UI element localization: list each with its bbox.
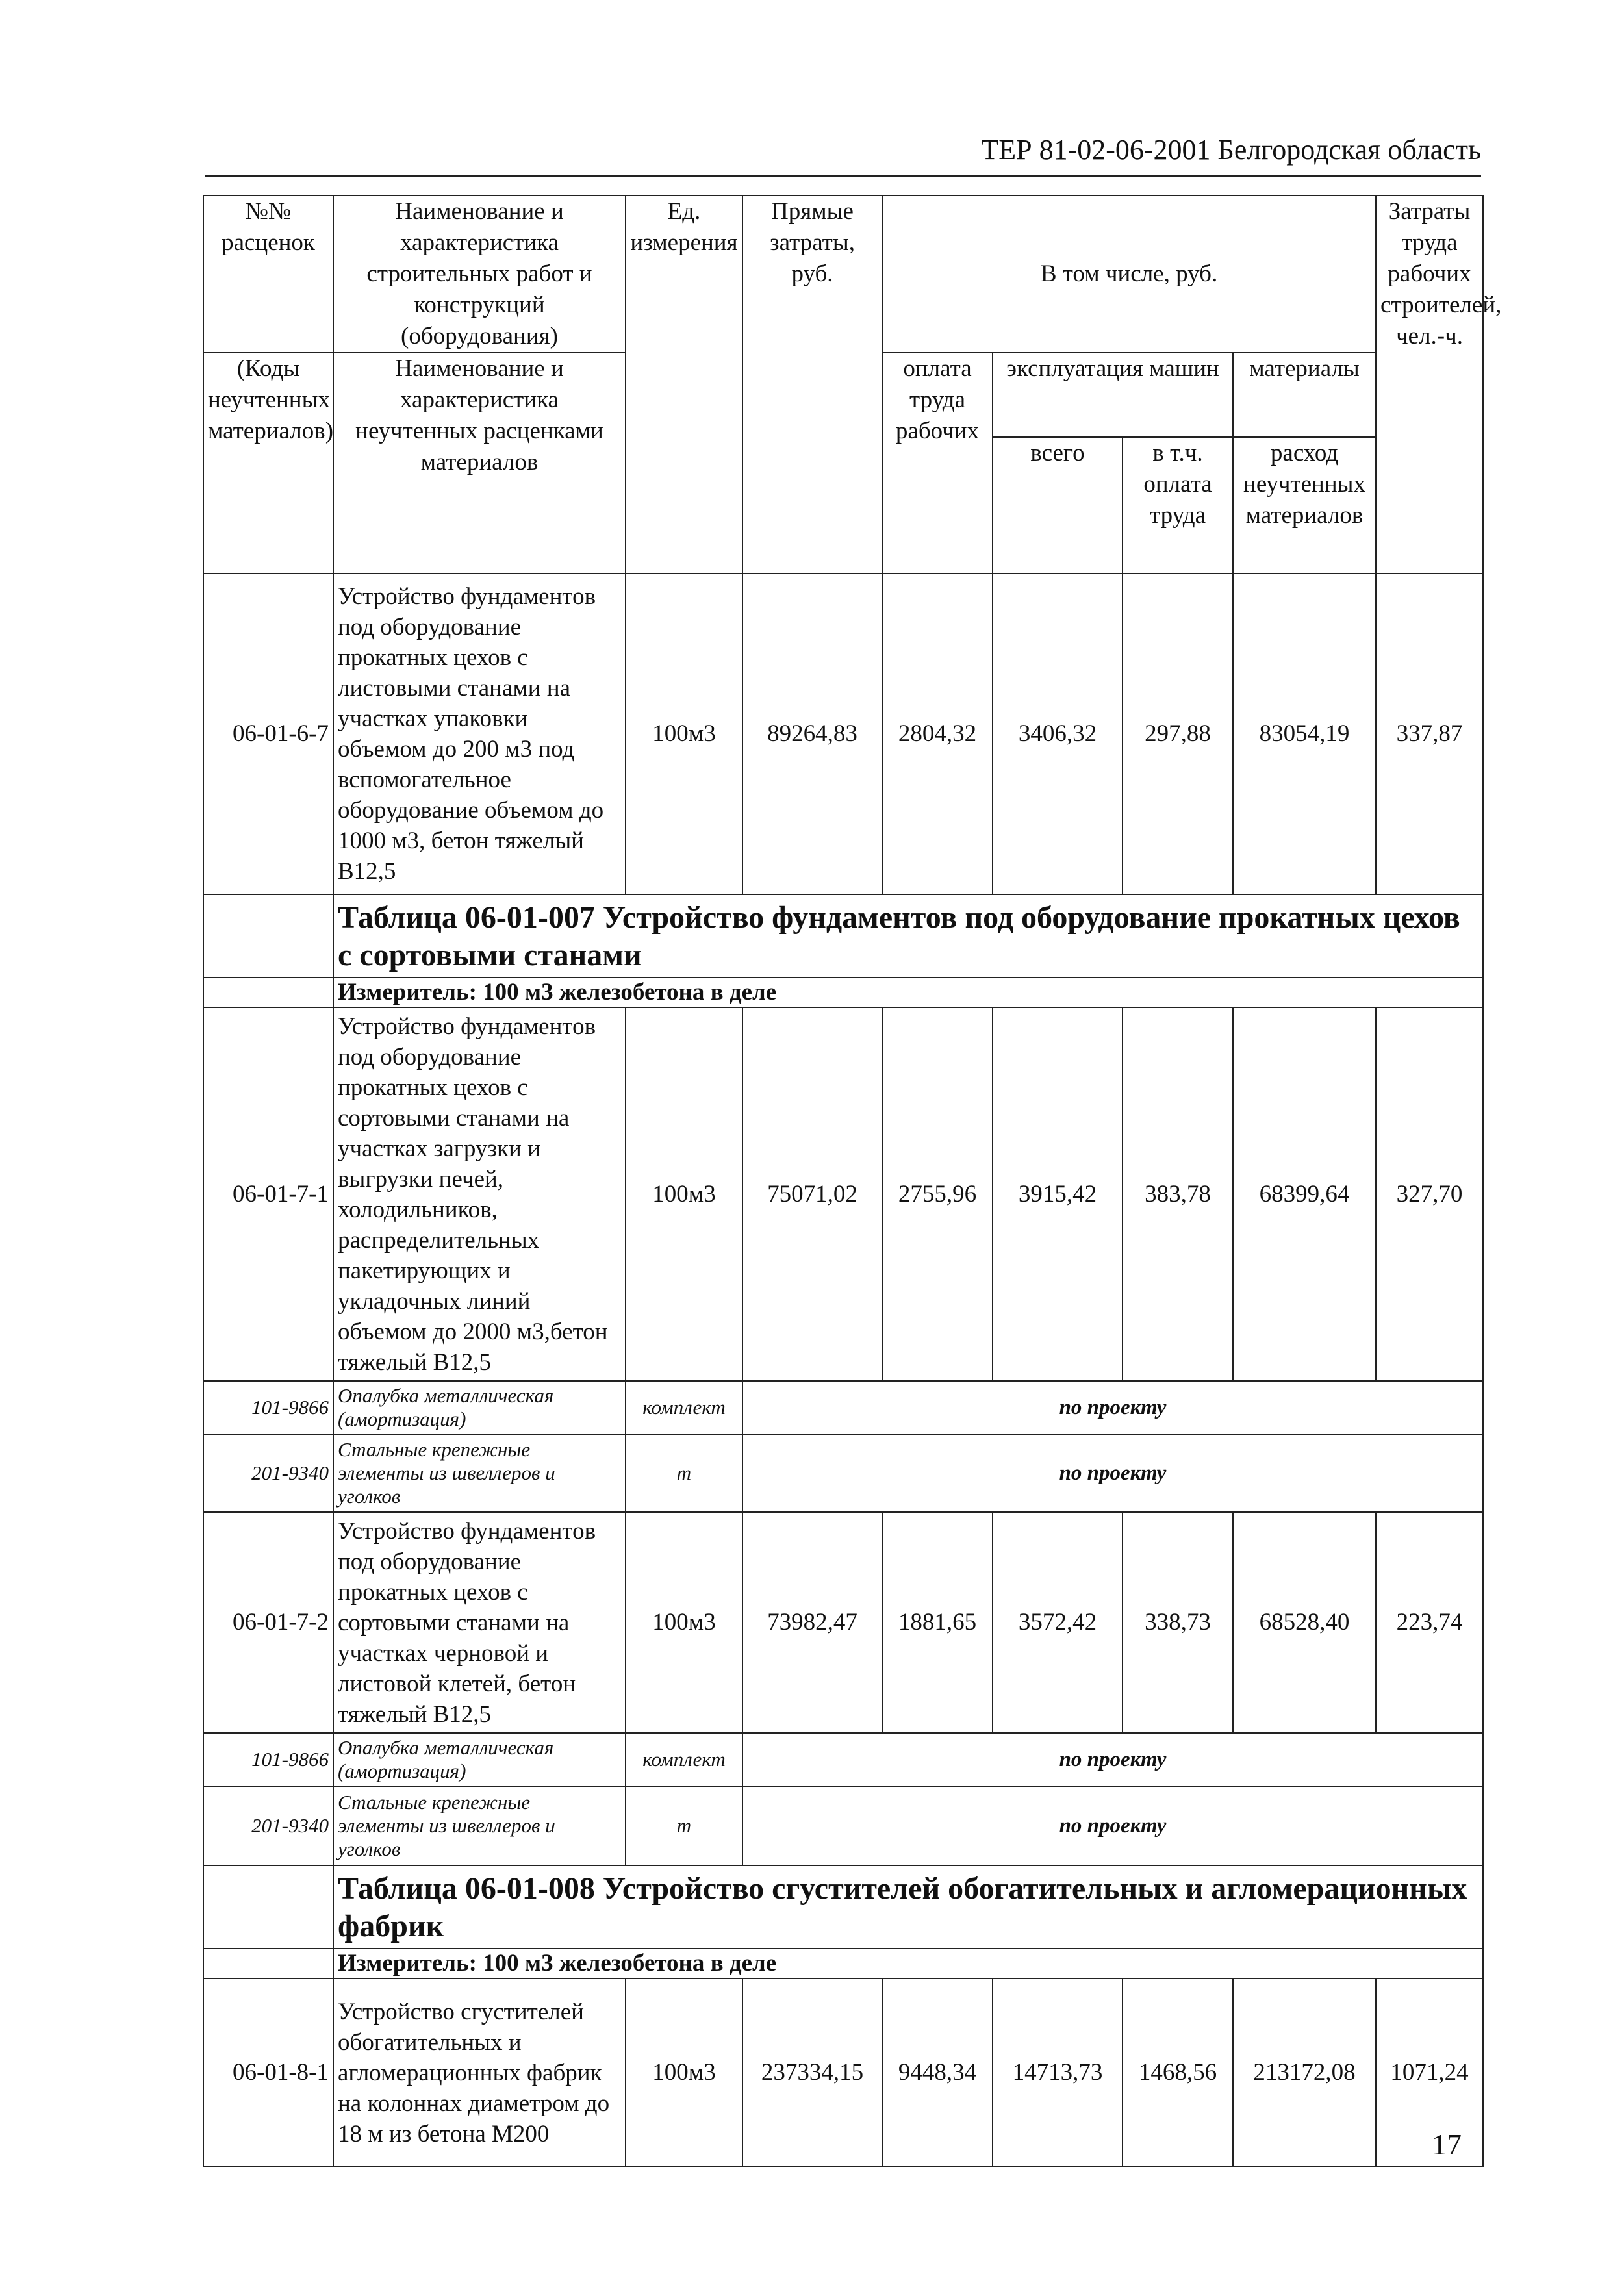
row-materials: 213172,08 <box>1233 1978 1376 2167</box>
material-code: 101-9866 <box>203 1381 333 1434</box>
material-unit: т <box>626 1434 742 1512</box>
row-labor: 337,87 <box>1376 574 1483 894</box>
row-machines-wage: 297,88 <box>1123 574 1233 894</box>
table-row <box>203 1512 1483 1733</box>
row-machines: 3406,32 <box>993 574 1123 894</box>
material-note: по проекту <box>742 1786 1483 1865</box>
section-title: Таблица 06-01-008 Устройство сгустителей обогатительных и агломерационных фабрик <box>333 1865 1483 1949</box>
section-title: Таблица 06-01-007 Устройство фундаментов под оборудование прокатных цехов с сортовыми станами <box>333 894 1483 978</box>
price-table <box>203 195 1502 2167</box>
measure-label: Измеритель: 100 м3 железобетона в деле <box>333 1949 1483 1978</box>
material-name: Опалубка металлическая (амортизация) <box>333 1381 626 1434</box>
col-header-machines-wage: в т.ч. оплата труда <box>1123 437 1233 574</box>
material-row <box>203 1733 1483 1786</box>
material-note: по проекту <box>742 1434 1483 1512</box>
material-unit: комплект <box>626 1381 742 1434</box>
material-name: Стальные крепежные элементы из швеллеров и уголков <box>333 1786 626 1865</box>
row-code: 06-01-7-1 <box>203 1007 333 1381</box>
row-labor: 1071,24 <box>1376 1978 1483 2167</box>
row-name: Устройство фундаментов под оборудование прокатных цехов с листовыми станами на участках упаковки объемом до 200 м3 под вспомогательное оборудование объемом до 1000 м3, бетон тяжелый В12,5 <box>333 574 626 894</box>
row-code: 06-01-8-1 <box>203 1978 333 2167</box>
col-header-wage: оплата труда рабочих <box>882 353 993 574</box>
row-unit: 100м3 <box>626 574 742 894</box>
section-title-row <box>203 894 1483 978</box>
row-machines: 3915,42 <box>993 1007 1123 1381</box>
section-title-row <box>203 1865 1483 1949</box>
col-header-machines: эксплуатация машин <box>993 353 1233 437</box>
table-row <box>203 1978 1483 2167</box>
material-code: 201-9340 <box>203 1434 333 1512</box>
table-row <box>203 574 1483 894</box>
material-row <box>203 1434 1483 1512</box>
row-unit: 100м3 <box>626 1007 742 1381</box>
row-labor: 223,74 <box>1376 1512 1483 1733</box>
row-wage: 2755,96 <box>882 1007 993 1381</box>
row-direct-cost: 75071,02 <box>742 1007 882 1381</box>
row-name: Устройство сгустителей обогатительных и агломерационных фабрик на колоннах диаметром до 18 м из бетона М200 <box>333 1978 626 2167</box>
row-wage: 1881,65 <box>882 1512 993 1733</box>
col-header-num: №№ расценок <box>203 196 333 353</box>
material-unit: т <box>626 1786 742 1865</box>
material-code: 201-9340 <box>203 1786 333 1865</box>
row-machines-wage: 1468,56 <box>1123 1978 1233 2167</box>
material-name: Опалубка металлическая (амортизация) <box>333 1733 626 1786</box>
col-header-unit: Ед. измерения <box>626 196 742 574</box>
row-materials: 83054,19 <box>1233 574 1376 894</box>
table-row <box>203 1007 1483 1381</box>
row-name: Устройство фундаментов под оборудование прокатных цехов с сортовыми станами на участках черновой и листовой клетей, бетон тяжелый В12,5 <box>333 1512 626 1733</box>
row-materials: 68399,64 <box>1233 1007 1376 1381</box>
material-note: по проекту <box>742 1381 1483 1434</box>
row-machines-wage: 383,78 <box>1123 1007 1233 1381</box>
col-header-direct: Прямые затраты, руб. <box>742 196 882 574</box>
col-header-materials: материалы <box>1233 353 1376 437</box>
col-header-unaccounted-materials: расход неучтенных материалов <box>1233 437 1376 574</box>
material-unit: комплект <box>626 1733 742 1786</box>
col-header-incl: В том числе, руб. <box>882 196 1376 353</box>
row-direct-cost: 73982,47 <box>742 1512 882 1733</box>
row-unit: 100м3 <box>626 1512 742 1733</box>
col-header-codes: (Коды неучтенных материалов) <box>203 353 333 574</box>
material-note: по проекту <box>742 1733 1483 1786</box>
row-unit: 100м3 <box>626 1978 742 2167</box>
col-header-name: Наименование и характеристика строительных работ и конструкций (оборудования) <box>333 196 626 353</box>
col-header-labor: Затраты труда рабочих строителей, чел.-ч. <box>1376 196 1483 574</box>
page-number: 17 <box>1432 2128 1462 2161</box>
row-wage: 9448,34 <box>882 1978 993 2167</box>
row-materials: 68528,40 <box>1233 1512 1376 1733</box>
row-machines-wage: 338,73 <box>1123 1512 1233 1733</box>
col-header-name-materials: Наименование и характеристика неучтенных расценками материалов <box>333 353 626 574</box>
row-code: 06-01-7-2 <box>203 1512 333 1733</box>
measure-label: Измеритель: 100 м3 железобетона в деле <box>333 978 1483 1007</box>
col-header-machines-total: всего <box>993 437 1123 574</box>
measure-row <box>203 1949 1483 1978</box>
row-machines: 3572,42 <box>993 1512 1123 1733</box>
row-machines: 14713,73 <box>993 1978 1123 2167</box>
table-header-row <box>203 196 1483 353</box>
material-row <box>203 1381 1483 1434</box>
row-direct-cost: 237334,15 <box>742 1978 882 2167</box>
header-divider <box>205 175 1481 177</box>
material-code: 101-9866 <box>203 1733 333 1786</box>
row-name: Устройство фундаментов под оборудование прокатных цехов с сортовыми станами на участках загрузки и выгрузки печей, холодильников, распределительных пакетирующих и укладочных линий объемом до 2000 м3,бетон тяжелый В12,5 <box>333 1007 626 1381</box>
measure-row <box>203 978 1483 1007</box>
row-code: 06-01-6-7 <box>203 574 333 894</box>
row-direct-cost: 89264,83 <box>742 574 882 894</box>
page-header-title: ТЕР 81-02-06-2001 Белгородская область <box>981 134 1481 166</box>
material-row <box>203 1786 1483 1865</box>
row-wage: 2804,32 <box>882 574 993 894</box>
row-labor: 327,70 <box>1376 1007 1483 1381</box>
material-name: Стальные крепежные элементы из швеллеров и уголков <box>333 1434 626 1512</box>
